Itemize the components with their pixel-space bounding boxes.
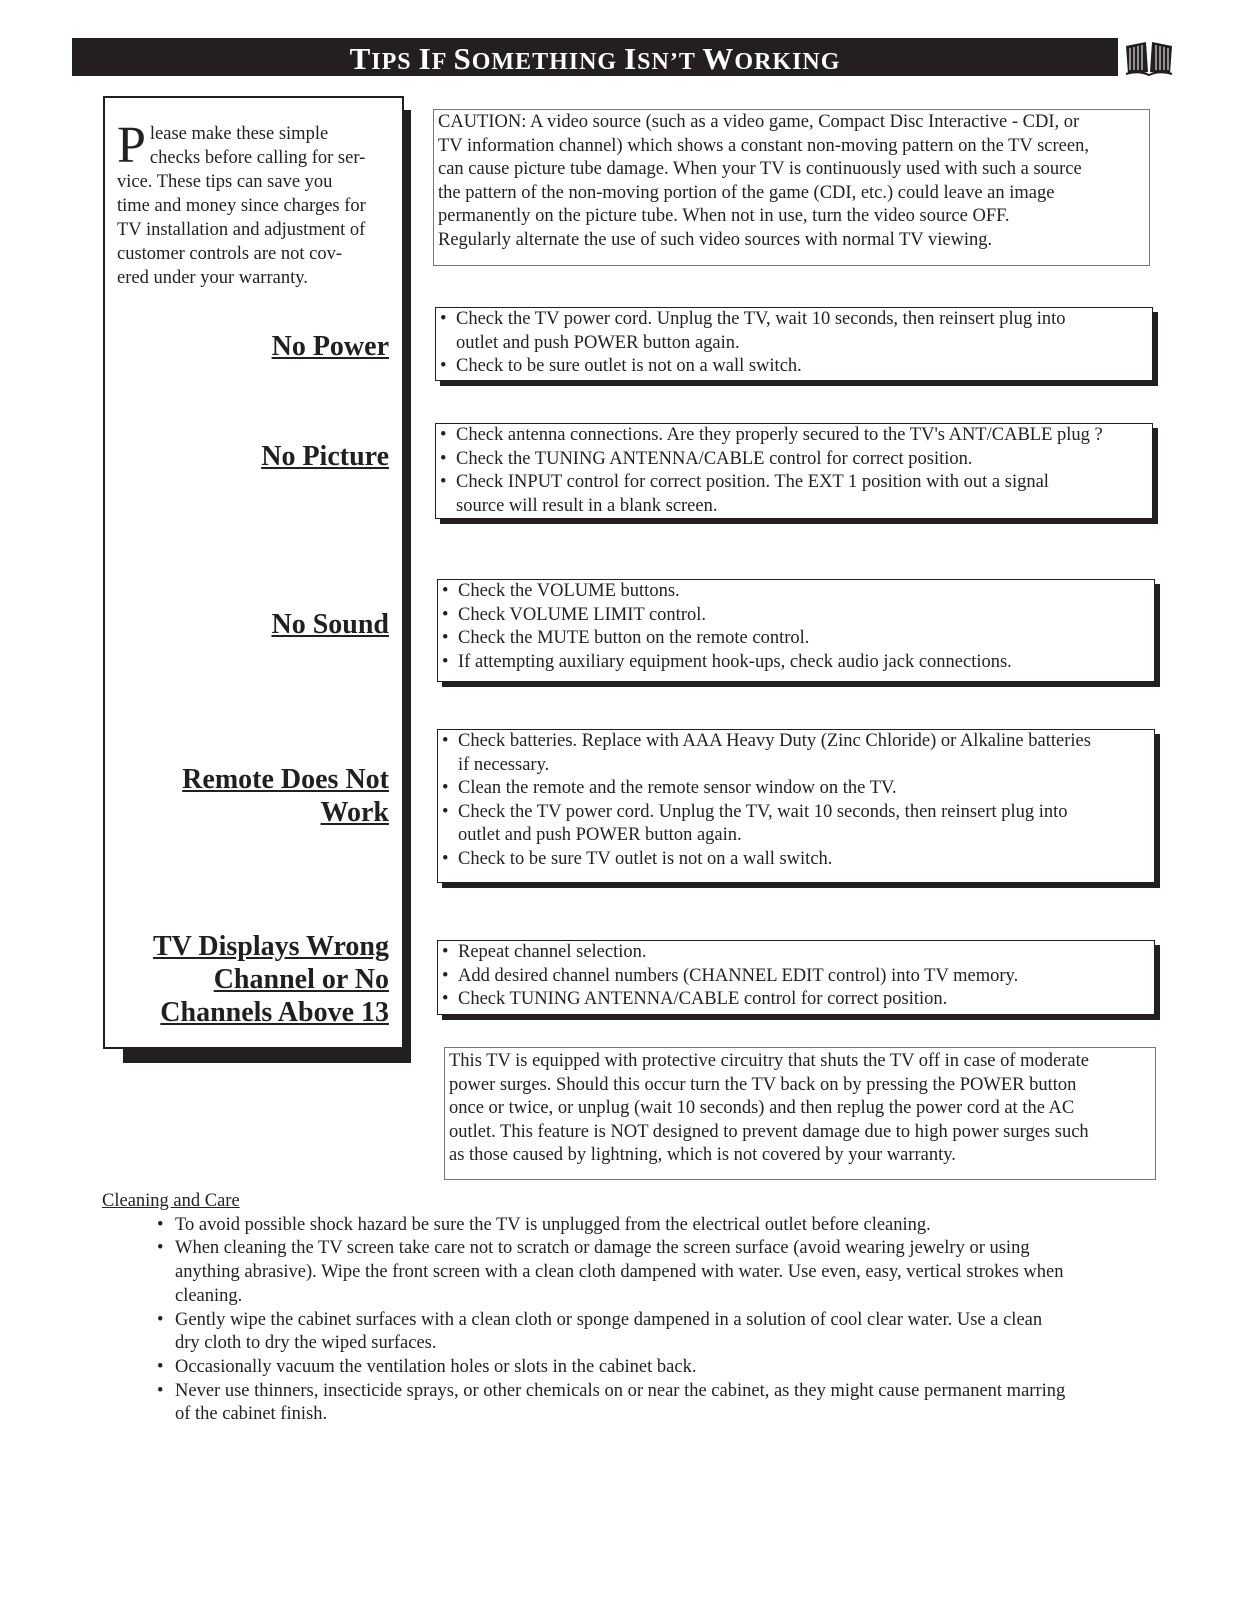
intro-line: customer controls are not cov-: [117, 244, 343, 264]
bullet-item: [440, 355, 1148, 379]
surge-line: once or twice, or unplug (wait 10 seconds) and then replug the power cord at the AC: [449, 1098, 1075, 1119]
title-rest: ORKING: [734, 49, 841, 75]
bullet: •: [440, 448, 447, 469]
panel-shadow: [123, 1049, 411, 1063]
bullet-item: [442, 651, 1150, 675]
cleaning-item: [157, 1309, 1065, 1333]
intro-text: [117, 117, 392, 290]
item-text: if necessary.: [458, 754, 550, 775]
item-text: Repeat channel selection.: [458, 942, 647, 962]
cleaning-and-care: [102, 1190, 1065, 1427]
section-box: [435, 307, 1153, 381]
item-text: Check to be sure TV outlet is not on a wall switch.: [458, 848, 833, 869]
item-text: Check INPUT control for correct position. The EXT 1 position with out a signal: [456, 472, 1049, 493]
caution-line: the pattern of the non-moving portion of the game (CDI, etc.) could leave an image: [438, 182, 1055, 203]
bullet-item: [442, 754, 1150, 778]
bullet: •: [442, 731, 449, 751]
cleaning-item: [157, 1237, 1065, 1261]
title-initial: S: [453, 41, 472, 76]
bullet-item: [440, 332, 1148, 356]
cleaning-text: Occasionally vacuum the ventilation holes or slots in the cabinet back.: [175, 1356, 697, 1377]
bullet-item: [442, 824, 1150, 848]
item-text: Check the TV power cord. Unplug the TV, wait 10 seconds, then reinsert plug into: [456, 309, 1066, 329]
bullet: [157, 1332, 175, 1356]
bullet: •: [442, 801, 449, 822]
bullet: •: [442, 651, 449, 672]
intro-line: lease make these simple: [149, 124, 329, 144]
bullet: •: [157, 1380, 164, 1401]
bullet: •: [442, 989, 449, 1010]
title-rest: OMETHING: [471, 49, 625, 75]
intro-line: checks before calling for ser-: [149, 148, 366, 168]
bullet: •: [442, 848, 449, 869]
bullet: [157, 1403, 175, 1427]
cleaning-item: [157, 1332, 1065, 1356]
title-initial: I: [418, 41, 432, 76]
title-initial: T: [349, 41, 372, 76]
bullet: •: [442, 965, 449, 986]
item-text: outlet and push POWER button again.: [458, 825, 742, 846]
section-box: [435, 423, 1153, 519]
bullet-item: [440, 424, 1148, 448]
cleaning-item: [157, 1261, 1065, 1285]
title-rest: IPS: [371, 49, 419, 75]
item-text: Check TUNING ANTENNA/CABLE control for correct position.: [458, 989, 948, 1010]
bullet-item: [440, 471, 1148, 495]
bullet: •: [442, 628, 449, 649]
bullet: •: [440, 309, 447, 329]
bullet: [440, 495, 456, 519]
section-box: [437, 940, 1155, 1015]
item-text: Check antenna connections. Are they properly secured to the TV's ANT/CABLE plug ?: [456, 425, 1103, 445]
bullet: •: [440, 425, 447, 445]
cleaning-item: [157, 1356, 1065, 1380]
bullet: •: [442, 604, 449, 625]
bullet-item: [442, 627, 1150, 651]
item-text: Clean the remote and the remote sensor window on the TV.: [458, 778, 897, 799]
section-box: [437, 729, 1155, 883]
bullet: •: [442, 942, 449, 962]
cleaning-text: To avoid possible shock hazard be sure the TV is unplugged from the electrical outlet before cleaning.: [175, 1214, 931, 1235]
cleaning-item: [157, 1380, 1065, 1404]
title-rest: F: [431, 49, 454, 75]
section-heading: [153, 930, 389, 1029]
bullet-item: [440, 495, 1148, 519]
section-box: [437, 579, 1155, 682]
cleaning-item: [157, 1403, 1065, 1427]
item-text: outlet and push POWER button again.: [456, 332, 740, 353]
cleaning-text: dry cloth to dry the wiped surfaces.: [175, 1333, 437, 1354]
bullet-item: [442, 604, 1150, 628]
bullet: •: [157, 1238, 164, 1259]
bullet: •: [157, 1214, 164, 1235]
intro-line: vice. These tips can save you: [117, 172, 333, 192]
surge-line: power surges. Should this occur turn the TV back on by pressing the POWER button: [449, 1074, 1077, 1095]
caution-line: can cause picture tube damage. When your TV is continuously used with such a source: [438, 159, 1082, 180]
item-text: Check to be sure outlet is not on a wall switch.: [456, 356, 802, 377]
cleaning-text: anything abrasive). Wipe the front screen with a clean cloth dampened with water. Use even, easy, vertical strokes when: [175, 1262, 1064, 1283]
intro-line: ered under your warranty.: [117, 268, 308, 288]
cleaning-title: Cleaning and Care: [102, 1191, 240, 1211]
heading-line: No Sound: [271, 609, 389, 640]
heading-line: Channels Above 13: [160, 997, 389, 1028]
cleaning-text: When cleaning the TV screen take care not to scratch or damage the screen surface (avoid wearing jewelry or using: [175, 1238, 1030, 1259]
cleaning-text: Never use thinners, insecticide sprays, or other chemicals on or near the cabinet, as they might cause permanent marring: [175, 1380, 1066, 1401]
item-text: Check the MUTE button on the remote control.: [458, 628, 810, 649]
caution-line: CAUTION: A video source (such as a video game, Compact Disc Interactive - CDI, or: [438, 112, 1080, 132]
bullet-item: [442, 777, 1150, 801]
bullet-item: [442, 988, 1150, 1012]
cleaning-item: [157, 1285, 1065, 1309]
item-text: Check the VOLUME buttons.: [458, 581, 680, 601]
bullet-item: [442, 941, 1150, 965]
bullet: [442, 824, 458, 848]
panel-shadow: [403, 110, 411, 1063]
book-icon: [1124, 40, 1174, 76]
item-text: Add desired channel numbers (CHANNEL EDIT control) into TV memory.: [458, 965, 1019, 986]
surge-line: as those caused by lightning, which is not covered by your warranty.: [449, 1145, 956, 1166]
bullet: •: [442, 778, 449, 799]
cleaning-text: of the cabinet finish.: [175, 1404, 328, 1425]
title-initial: I: [624, 41, 638, 76]
caution-line: permanently on the picture tube. When not in use, turn the video source OFF.: [438, 206, 1010, 227]
surge-protection-box: [444, 1047, 1156, 1180]
bullet: [440, 332, 456, 356]
section-heading: [272, 330, 389, 363]
caution-box: [433, 109, 1150, 266]
heading-line: Channel or No: [213, 964, 389, 995]
item-text: Check the TV power cord. Unplug the TV, wait 10 seconds, then reinsert plug into: [458, 801, 1068, 822]
surge-line: outlet. This feature is NOT designed to prevent damage due to high power surges such: [449, 1121, 1089, 1142]
bullet-item: [442, 730, 1150, 754]
cleaning-item: [157, 1214, 1065, 1238]
heading-line: TV Displays Wrong: [152, 931, 389, 962]
bullet: •: [157, 1356, 164, 1377]
section-heading: [261, 440, 389, 473]
item-text: Check VOLUME LIMIT control.: [458, 604, 706, 625]
item-text: Check batteries. Replace with AAA Heavy Duty (Zinc Chloride) or Alkaline batteries: [458, 731, 1091, 751]
intro-line: TV installation and adjustment of: [117, 220, 366, 240]
bullet-item: [440, 308, 1148, 332]
bullet-item: [440, 448, 1148, 472]
section-heading: [182, 763, 389, 829]
bullet: [157, 1285, 175, 1309]
surge-line: This TV is equipped with protective circuitry that shuts the TV off in case of moderate: [449, 1051, 1089, 1071]
heading-line: Work: [320, 797, 389, 828]
bullet-item: [442, 801, 1150, 825]
bullet: •: [442, 581, 449, 601]
heading-line: No Picture: [261, 441, 389, 472]
bullet-item: [442, 965, 1150, 989]
title-initial: W: [702, 41, 735, 76]
caution-line: Regularly alternate the use of such video sources with normal TV viewing.: [438, 229, 993, 250]
cleaning-text: Gently wipe the cabinet surfaces with a clean cloth or sponge dampened in a solution of cool clear water. Use a clean: [175, 1309, 1043, 1330]
item-text: Check the TUNING ANTENNA/CABLE control for correct position.: [456, 448, 973, 469]
bullet: •: [440, 356, 447, 377]
drop-cap: P: [117, 117, 146, 174]
bullet: •: [157, 1309, 164, 1330]
caution-line: TV information channel) which shows a constant non-moving pattern on the TV screen,: [438, 135, 1089, 156]
bullet: [442, 754, 458, 778]
bullet: [157, 1261, 175, 1285]
item-text: If attempting auxiliary equipment hook-ups, check audio jack connections.: [458, 651, 1012, 672]
heading-line: Remote Does Not: [182, 764, 389, 795]
bullet-item: [442, 848, 1150, 872]
bullet-item: [442, 580, 1150, 604]
section-heading: [271, 608, 389, 641]
heading-line: No Power: [271, 331, 389, 362]
title-rest: SN’T: [637, 49, 703, 75]
cleaning-text: cleaning.: [175, 1285, 243, 1306]
page-title-bar: [72, 38, 1118, 76]
intro-line: time and money since charges for: [117, 196, 366, 216]
item-text: source will result in a blank screen.: [456, 495, 718, 516]
bullet: •: [440, 472, 447, 493]
